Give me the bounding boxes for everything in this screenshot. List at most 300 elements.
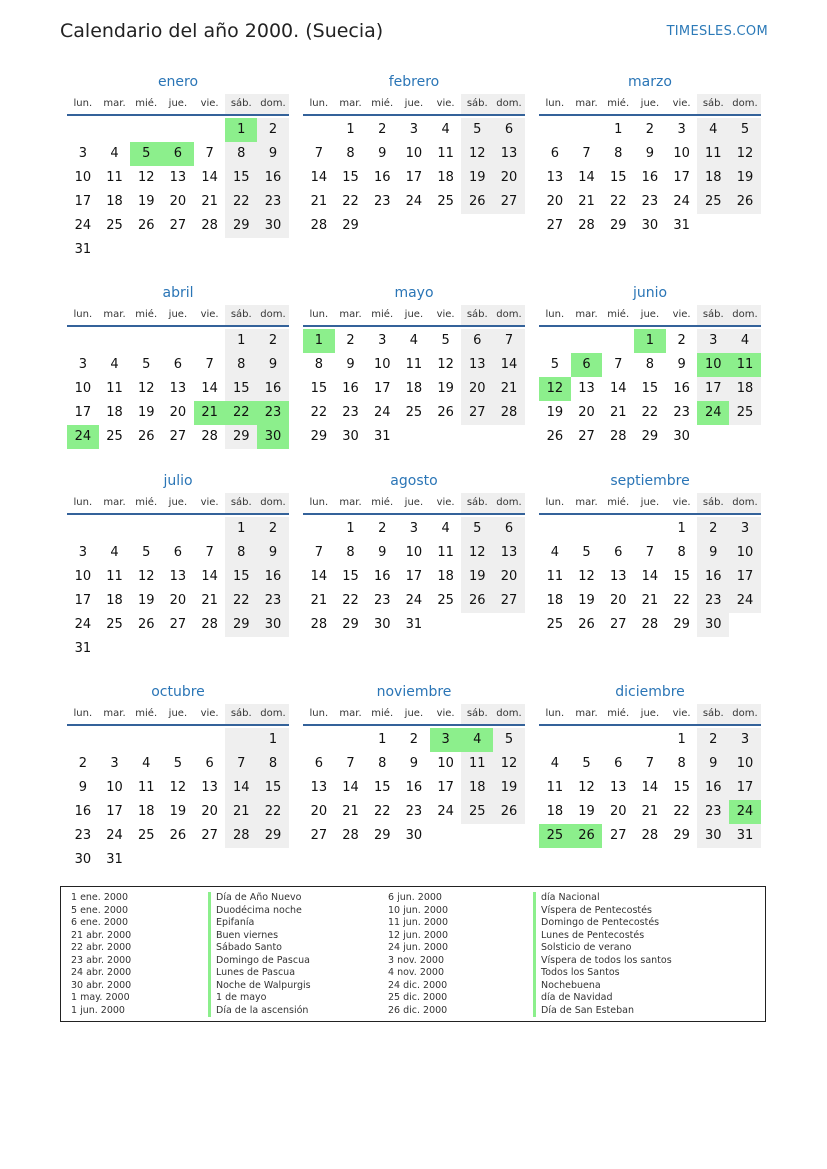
day-cell[interactable]: 12 [493,752,525,776]
day-cell[interactable]: 28 [578,218,595,233]
day-cell[interactable]: 12 [137,569,155,584]
day-cell[interactable]: 17 [373,381,391,396]
day-cell[interactable]: 31 [373,429,391,444]
day-cell[interactable]: 20 [493,565,525,589]
day-cell[interactable]: 18 [137,804,155,819]
day-cell[interactable]: 10 [74,381,92,396]
day-cell[interactable]: 20 [169,405,187,420]
day-cell[interactable]: 11 [106,170,123,185]
day-cell[interactable]: 21 [201,593,218,608]
day-cell[interactable]: 16 [373,569,391,584]
day-cell[interactable]: 21 [225,800,257,824]
day-cell[interactable]: 1 [346,122,355,137]
day-cell[interactable]: 14 [342,780,359,795]
day-cell[interactable]: 7 [645,545,655,560]
day-cell[interactable]: 12 [169,780,187,795]
day-cell[interactable]: 11 [697,142,729,166]
day-cell[interactable]: 17 [106,804,123,819]
day-cell[interactable]: 24 [405,194,423,209]
day-cell[interactable]: 16 [74,804,92,819]
day-cell[interactable]: 29 [609,218,627,233]
day-cell[interactable]: 7 [314,146,323,161]
day-cell[interactable]: 27 [201,828,218,843]
day-cell[interactable]: 29 [225,425,257,449]
day-cell[interactable]: 22 [373,804,391,819]
day-cell[interactable]: 3 [697,329,729,353]
day-cell[interactable]: 23 [673,405,690,420]
day-cell[interactable]: 13 [578,381,595,396]
day-cell[interactable]: 5 [729,118,761,142]
day-cell[interactable]: 24 [729,800,761,824]
day-cell[interactable]: 4 [142,756,151,771]
day-cell[interactable]: 24 [437,804,454,819]
day-cell[interactable]: 9 [346,357,355,372]
day-cell[interactable]: 7 [582,146,591,161]
day-cell[interactable]: 4 [110,357,119,372]
day-cell[interactable]: 3 [78,545,87,560]
day-cell[interactable]: 27 [169,617,187,632]
day-cell[interactable]: 20 [546,194,564,209]
day-cell[interactable]: 1 [346,521,355,536]
day-cell[interactable]: 25 [437,593,454,608]
day-cell[interactable]: 16 [405,780,423,795]
day-cell[interactable]: 28 [201,429,218,444]
day-cell[interactable]: 25 [729,401,761,425]
day-cell[interactable]: 3 [729,728,761,752]
day-cell[interactable]: 18 [546,804,564,819]
day-cell[interactable]: 23 [641,194,659,209]
day-cell[interactable]: 28 [641,617,659,632]
day-cell[interactable]: 14 [641,569,659,584]
day-cell[interactable]: 25 [461,800,493,824]
day-cell[interactable]: 18 [106,593,123,608]
day-cell[interactable]: 5 [582,545,591,560]
day-cell[interactable]: 18 [405,381,423,396]
day-cell[interactable]: 27 [310,828,328,843]
day-cell[interactable]: 14 [493,353,525,377]
day-cell[interactable]: 31 [74,641,92,656]
day-cell[interactable]: 13 [493,142,525,166]
day-cell[interactable]: 24 [697,401,729,425]
day-cell[interactable]: 5 [441,333,450,348]
day-cell[interactable]: 25 [106,218,123,233]
day-cell[interactable]: 22 [342,194,359,209]
day-cell[interactable]: 28 [310,218,328,233]
day-cell[interactable]: 26 [169,828,187,843]
day-cell[interactable]: 31 [74,242,92,257]
day-cell[interactable]: 12 [729,142,761,166]
day-cell[interactable]: 6 [205,756,214,771]
day-cell[interactable]: 16 [342,381,359,396]
day-cell[interactable]: 8 [378,756,387,771]
day-cell[interactable]: 21 [578,194,595,209]
day-cell[interactable]: 3 [409,122,419,137]
day-cell[interactable]: 17 [74,194,92,209]
day-cell[interactable]: 30 [257,613,289,637]
day-cell[interactable]: 2 [78,756,87,771]
day-cell[interactable]: 7 [645,756,655,771]
day-cell[interactable]: 2 [346,333,355,348]
day-cell[interactable]: 9 [257,353,289,377]
day-cell[interactable]: 26 [493,800,525,824]
day-cell[interactable]: 30 [405,828,423,843]
day-cell[interactable]: 26 [461,589,493,613]
day-cell[interactable]: 19 [461,565,493,589]
day-cell[interactable]: 15 [673,780,690,795]
day-cell[interactable]: 15 [257,776,289,800]
day-cell[interactable]: 21 [609,405,627,420]
day-cell[interactable]: 31 [729,824,761,848]
day-cell[interactable]: 11 [405,357,423,372]
day-cell[interactable]: 4 [409,333,419,348]
day-cell[interactable]: 5 [173,756,183,771]
day-cell[interactable]: 13 [609,780,627,795]
day-cell[interactable]: 3 [78,357,87,372]
day-cell[interactable]: 17 [673,170,690,185]
day-cell[interactable]: 29 [673,828,690,843]
day-cell[interactable]: 29 [225,613,257,637]
day-cell[interactable]: 6 [173,545,183,560]
day-cell[interactable]: 27 [169,429,187,444]
day-cell[interactable]: 3 [110,756,119,771]
day-cell[interactable]: 31 [673,218,690,233]
day-cell[interactable]: 15 [373,780,391,795]
day-cell[interactable]: 28 [225,824,257,848]
day-cell[interactable]: 5 [461,517,493,541]
day-cell[interactable]: 30 [373,617,391,632]
day-cell[interactable]: 23 [74,828,92,843]
day-cell[interactable]: 11 [546,569,564,584]
day-cell[interactable]: 3 [430,728,462,752]
day-cell[interactable]: 19 [437,381,454,396]
day-cell[interactable]: 19 [137,405,155,420]
day-cell[interactable]: 24 [673,194,690,209]
day-cell[interactable]: 5 [582,756,591,771]
day-cell[interactable]: 4 [110,146,119,161]
day-cell[interactable]: 18 [729,377,761,401]
day-cell[interactable]: 18 [697,166,729,190]
day-cell[interactable]: 22 [225,589,257,613]
day-cell[interactable]: 13 [169,170,187,185]
day-cell[interactable]: 8 [346,146,355,161]
day-cell[interactable]: 19 [137,593,155,608]
day-cell[interactable]: 7 [205,146,214,161]
day-cell[interactable]: 27 [609,617,627,632]
day-cell[interactable]: 11 [106,569,123,584]
day-cell[interactable]: 9 [78,780,87,795]
day-cell[interactable]: 22 [673,804,690,819]
day-cell[interactable]: 10 [373,357,391,372]
day-cell[interactable]: 26 [137,429,155,444]
day-cell[interactable]: 22 [225,401,257,425]
day-cell[interactable]: 15 [641,381,659,396]
day-cell[interactable]: 24 [67,425,99,449]
day-cell[interactable]: 15 [342,569,359,584]
day-cell[interactable]: 19 [169,804,187,819]
day-cell[interactable]: 15 [342,170,359,185]
day-cell[interactable]: 29 [673,617,690,632]
day-cell[interactable]: 1 [634,329,666,353]
day-cell[interactable]: 23 [257,190,289,214]
day-cell[interactable]: 21 [310,194,328,209]
day-cell[interactable]: 2 [645,122,655,137]
day-cell[interactable]: 26 [546,429,564,444]
day-cell[interactable]: 26 [137,218,155,233]
day-cell[interactable]: 28 [641,828,659,843]
day-cell[interactable]: 11 [546,780,564,795]
day-cell[interactable]: 2 [257,329,289,353]
day-cell[interactable]: 9 [257,541,289,565]
day-cell[interactable]: 6 [614,756,623,771]
day-cell[interactable]: 26 [578,617,595,632]
day-cell[interactable]: 8 [225,142,257,166]
day-cell[interactable]: 20 [461,377,493,401]
day-cell[interactable]: 12 [137,170,155,185]
day-cell[interactable]: 21 [493,377,525,401]
day-cell[interactable]: 26 [729,190,761,214]
day-cell[interactable]: 3 [729,517,761,541]
day-cell[interactable]: 19 [578,593,595,608]
day-cell[interactable]: 14 [225,776,257,800]
day-cell[interactable]: 2 [677,333,686,348]
day-cell[interactable]: 8 [677,545,686,560]
day-cell[interactable]: 15 [673,569,690,584]
day-cell[interactable]: 6 [571,353,603,377]
day-cell[interactable]: 17 [729,776,761,800]
day-cell[interactable]: 21 [194,401,226,425]
day-cell[interactable]: 13 [493,541,525,565]
day-cell[interactable]: 8 [257,752,289,776]
day-cell[interactable]: 11 [106,381,123,396]
day-cell[interactable]: 6 [314,756,323,771]
day-cell[interactable]: 25 [539,824,571,848]
day-cell[interactable]: 17 [74,405,92,420]
day-cell[interactable]: 7 [346,756,355,771]
day-cell[interactable]: 5 [130,142,162,166]
day-cell[interactable]: 21 [310,593,328,608]
day-cell[interactable]: 6 [550,146,559,161]
day-cell[interactable]: 5 [493,728,525,752]
day-cell[interactable]: 9 [257,142,289,166]
day-cell[interactable]: 6 [461,329,493,353]
day-cell[interactable]: 9 [409,756,419,771]
day-cell[interactable]: 9 [645,146,655,161]
day-cell[interactable]: 23 [405,804,423,819]
day-cell[interactable]: 22 [609,194,627,209]
day-cell[interactable]: 13 [546,170,564,185]
day-cell[interactable]: 25 [437,194,454,209]
day-cell[interactable]: 30 [641,218,659,233]
day-cell[interactable]: 17 [729,565,761,589]
day-cell[interactable]: 6 [493,517,525,541]
day-cell[interactable]: 1 [614,122,623,137]
day-cell[interactable]: 14 [641,780,659,795]
day-cell[interactable]: 19 [546,405,564,420]
day-cell[interactable]: 28 [609,429,627,444]
day-cell[interactable]: 1 [225,517,257,541]
day-cell[interactable]: 31 [106,852,123,867]
day-cell[interactable]: 10 [697,353,729,377]
day-cell[interactable]: 8 [225,541,257,565]
day-cell[interactable]: 18 [106,194,123,209]
day-cell[interactable]: 24 [74,617,92,632]
day-cell[interactable]: 11 [437,545,454,560]
day-cell[interactable]: 16 [697,565,729,589]
day-cell[interactable]: 21 [641,593,659,608]
day-cell[interactable]: 14 [201,170,218,185]
day-cell[interactable]: 9 [677,357,686,372]
day-cell[interactable]: 24 [74,218,92,233]
day-cell[interactable]: 1 [225,329,257,353]
day-cell[interactable]: 27 [461,401,493,425]
day-cell[interactable]: 13 [609,569,627,584]
day-cell[interactable]: 10 [729,752,761,776]
day-cell[interactable]: 11 [437,146,454,161]
day-cell[interactable]: 21 [342,804,359,819]
day-cell[interactable]: 25 [546,617,564,632]
day-cell[interactable]: 20 [310,804,328,819]
day-cell[interactable]: 2 [378,521,387,536]
day-cell[interactable]: 29 [342,218,359,233]
day-cell[interactable]: 22 [342,593,359,608]
day-cell[interactable]: 16 [257,166,289,190]
day-cell[interactable]: 17 [437,780,454,795]
day-cell[interactable]: 6 [162,142,194,166]
day-cell[interactable]: 3 [78,146,87,161]
day-cell[interactable]: 10 [437,756,454,771]
day-cell[interactable]: 25 [137,828,155,843]
day-cell[interactable]: 6 [614,545,623,560]
day-cell[interactable]: 15 [609,170,627,185]
day-cell[interactable]: 5 [461,118,493,142]
day-cell[interactable]: 15 [225,565,257,589]
day-cell[interactable]: 25 [697,190,729,214]
day-cell[interactable]: 15 [225,166,257,190]
day-cell[interactable]: 2 [257,118,289,142]
day-cell[interactable]: 10 [405,545,423,560]
day-cell[interactable]: 11 [729,353,761,377]
day-cell[interactable]: 1 [677,521,686,536]
day-cell[interactable]: 29 [225,214,257,238]
day-cell[interactable]: 27 [493,589,525,613]
day-cell[interactable]: 30 [697,613,729,637]
day-cell[interactable]: 12 [137,381,155,396]
day-cell[interactable]: 17 [74,593,92,608]
day-cell[interactable]: 28 [201,218,218,233]
day-cell[interactable]: 7 [205,545,214,560]
day-cell[interactable]: 15 [310,381,328,396]
day-cell[interactable]: 16 [257,565,289,589]
day-cell[interactable]: 16 [373,170,391,185]
day-cell[interactable]: 7 [493,329,525,353]
day-cell[interactable]: 13 [461,353,493,377]
day-cell[interactable]: 8 [225,353,257,377]
day-cell[interactable]: 4 [441,521,450,536]
day-cell[interactable]: 13 [310,780,328,795]
day-cell[interactable]: 20 [609,593,627,608]
day-cell[interactable]: 9 [378,545,387,560]
day-cell[interactable]: 19 [578,804,595,819]
day-cell[interactable]: 28 [493,401,525,425]
day-cell[interactable]: 17 [405,569,423,584]
day-cell[interactable]: 29 [310,429,328,444]
day-cell[interactable]: 23 [257,589,289,613]
day-cell[interactable]: 13 [169,569,187,584]
day-cell[interactable]: 20 [201,804,218,819]
day-cell[interactable]: 16 [697,776,729,800]
day-cell[interactable]: 24 [729,589,761,613]
day-cell[interactable]: 7 [225,752,257,776]
day-cell[interactable]: 23 [342,405,359,420]
day-cell[interactable]: 16 [257,377,289,401]
day-cell[interactable]: 18 [546,593,564,608]
day-cell[interactable]: 14 [609,381,627,396]
day-cell[interactable]: 30 [342,429,359,444]
day-cell[interactable]: 3 [378,333,387,348]
day-cell[interactable]: 26 [461,190,493,214]
day-cell[interactable]: 2 [697,728,729,752]
day-cell[interactable]: 18 [437,170,454,185]
day-cell[interactable]: 29 [257,824,289,848]
day-cell[interactable]: 18 [106,405,123,420]
day-cell[interactable]: 28 [310,617,328,632]
day-cell[interactable]: 12 [578,780,595,795]
day-cell[interactable]: 4 [441,122,450,137]
day-cell[interactable]: 30 [257,425,289,449]
day-cell[interactable]: 8 [614,146,623,161]
day-cell[interactable]: 10 [74,569,92,584]
day-cell[interactable]: 29 [373,828,391,843]
day-cell[interactable]: 31 [405,617,423,632]
day-cell[interactable]: 12 [461,142,493,166]
day-cell[interactable]: 14 [201,569,218,584]
day-cell[interactable]: 9 [378,146,387,161]
day-cell[interactable]: 3 [409,521,419,536]
day-cell[interactable]: 12 [461,541,493,565]
day-cell[interactable]: 4 [550,756,559,771]
day-cell[interactable]: 30 [673,429,690,444]
day-cell[interactable]: 24 [405,593,423,608]
day-cell[interactable]: 7 [314,545,323,560]
day-cell[interactable]: 19 [137,194,155,209]
day-cell[interactable]: 11 [137,780,155,795]
day-cell[interactable]: 14 [578,170,595,185]
day-cell[interactable]: 24 [106,828,123,843]
day-cell[interactable]: 12 [539,377,571,401]
day-cell[interactable]: 23 [697,800,729,824]
day-cell[interactable]: 6 [173,357,183,372]
day-cell[interactable]: 10 [74,170,92,185]
day-cell[interactable]: 12 [437,357,454,372]
day-cell[interactable]: 5 [550,357,559,372]
day-cell[interactable]: 11 [461,752,493,776]
day-cell[interactable]: 13 [169,381,187,396]
day-cell[interactable]: 26 [437,405,454,420]
day-cell[interactable]: 29 [342,617,359,632]
day-cell[interactable]: 14 [310,170,328,185]
day-cell[interactable]: 8 [677,756,686,771]
day-cell[interactable]: 27 [546,218,564,233]
day-cell[interactable]: 1 [378,732,387,747]
day-cell[interactable]: 21 [201,194,218,209]
day-cell[interactable]: 27 [578,429,595,444]
day-cell[interactable]: 9 [697,541,729,565]
day-cell[interactable]: 19 [461,166,493,190]
day-cell[interactable]: 4 [110,545,119,560]
day-cell[interactable]: 26 [137,617,155,632]
day-cell[interactable]: 22 [225,190,257,214]
day-cell[interactable]: 12 [578,569,595,584]
